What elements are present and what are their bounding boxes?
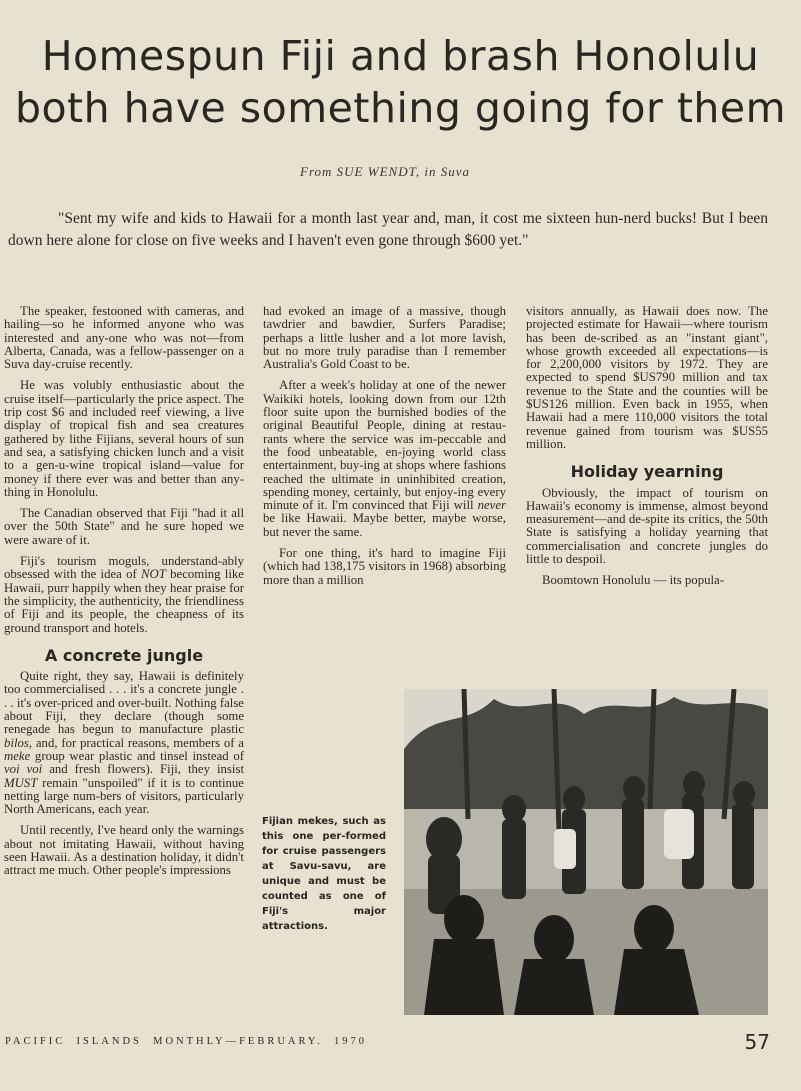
headline-line-1: Homespun Fiji and brash Honolulu [41, 32, 760, 80]
paragraph: Obviously, the impact of tourism on Hawaii's economy is immense, almost beyond measurement—and de-spite its critics, the 50th State is satisfying a holiday yearning that commercialisation and concrete jungles do little to despoil. [526, 485, 768, 567]
subhead-holiday-yearning: Holiday yearning [570, 462, 724, 482]
page-footer [5, 1030, 770, 1058]
meke-dance-photo [404, 689, 768, 1015]
paragraph: After a week's holiday at one of the newer Waikiki hotels, looking down from our 12th floor suite upon the burnished bodies of the original Beautiful People, dining at restau-rants where the service was im-peccable and the food unbeatable, en-joying world class entertainment, buy-ing at shops where fashions reached the ultimate in uninhibited creation, spending money, certainly, but enjoy-ing every minute of it. I'm convinced that Fiji will never be like Hawaii. Maybe better, maybe worse, but never the same. [263, 378, 506, 539]
paragraph: visitors annually, as Hawaii does now. The projected estimate for Hawaii—where tourism has been de-scribed as an "instant giant", whose growth exceeded all expectations—is for 2,200,000 visitors by 1972. They are expected to spend $US790 million and tax revenue to the State and the counties will be $US126 million. Even back in 1955, when Hawaii had a mere 110,000 visitors the total revenue gained from tourism was $US55 million. [526, 304, 768, 451]
intro-quote: "Sent my wife and kids to Hawaii for a month last year and, man, it cost me sixteen hun-nerd bucks! But I been down here alone for close on five weeks and I haven't even gone through $600 yet." [8, 210, 768, 249]
paragraph: The Canadian observed that Fiji "had it all over the 50th State" and he sure hoped we were aware of it. [4, 506, 244, 547]
byline: From SUE WENDT, in Suva [300, 164, 470, 179]
paragraph: had evoked an image of a massive, though tawdrier and bawdier, Surfers Paradise; perhaps a little lusher and a lot more lavish, but no more truly paradise than I remember Australia's Gold Coast to be. [263, 304, 506, 372]
page-number: 57 [744, 1030, 770, 1054]
magazine-name-date: PACIFIC ISLANDS MONTHLY—FEBRUARY. 1970 [5, 1036, 368, 1047]
paragraph: He was volubly enthusiastic about the cruise itself—particularly the price aspect. The trip cost $6 and included reef viewing, a live display of tropical fish and sea creatures gathered by lithe Fijians, several hours of sun and sea, a satisfying chicken lunch and a visit to a gen-u-wine tropical island—value for money if there ever was and better than any-thing in Honolulu. [4, 378, 244, 499]
column-2 [263, 305, 506, 595]
paragraph: The speaker, festooned with cameras, and hailing—so he informed anyone who was interested and any-one who was not—from Alberta, Canada, was a fellow-passenger on a Suva day-cruise recently. [4, 304, 244, 372]
headline [0, 30, 801, 134]
paragraph: Until recently, I've heard only the warnings about not imitating Hawaii, without having seen Hawaii. As a destination holiday, it didn't attract me much. Other people's impressions [4, 823, 244, 878]
column-1 [4, 305, 244, 886]
paragraph: Boomtown Honolulu — its popula- [542, 573, 724, 588]
paragraph: For one thing, it's hard to imagine Fiji (which had 138,175 visitors in 1968) absorbing more than a million [263, 546, 506, 587]
column-3 [526, 305, 768, 596]
headline-line-2: both have something going for them [14, 84, 787, 132]
paragraph: Fiji's tourism moguls, understand-ably obsessed with the idea of NOT becoming like Hawaii, purr happily when they hear praise for the simplicity, the authenticity, the friendliness of Fiji and its people, the cheapness of its ground transport and hotels. [4, 554, 244, 635]
photo-caption: Fijian mekes, such as this one per-formed for cruise passengers at Savu-savu, are unique and must be counted as one of Fiji's major attractions. [262, 816, 386, 932]
paragraph: Quite right, they say, Hawaii is definitely too commercialised . . . it's a concrete jungle . . . it's over-priced and over-built. Nothing false about Fiji, they declare (though some renegade has begun to manufacture plastic bilos, and, for practical reasons, members of a meke group wear plastic and tinsel instead of voi voi and fresh flowers). Fiji, they insist MUST remain "unspoiled" if it is to continue netting large num-bers of visitors, particularly North Americans, each year. [4, 669, 245, 817]
subhead-concrete-jungle: A concrete jungle [44, 645, 204, 665]
